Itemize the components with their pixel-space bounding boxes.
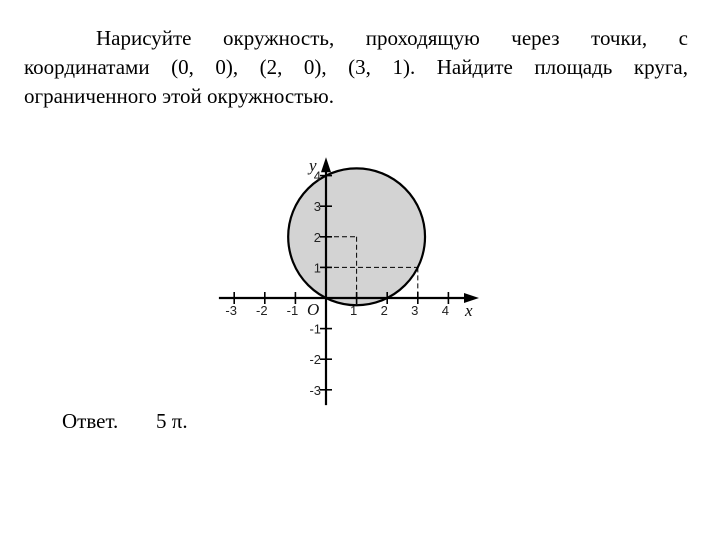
- y-axis-arrow: [321, 157, 331, 172]
- x-tick-label: 4: [441, 303, 450, 318]
- y-tick-label: -3: [309, 382, 321, 398]
- y-tick-label: 4: [313, 168, 321, 184]
- y-axis-label: y: [309, 156, 317, 176]
- x-tick-label: 2: [380, 303, 388, 318]
- problem-line-2: координатами (0, 0), (2, 0), (3, 1). Найдите площадь круга,: [24, 55, 688, 79]
- y-tick-label: 1: [313, 260, 321, 276]
- problem-line-1: Нарисуйте окружность, проходящую через точки, с: [96, 26, 688, 50]
- problem-line-3: ограниченного этой окружностью.: [24, 84, 334, 108]
- x-tick-label: -3: [225, 303, 237, 318]
- answer-label: Ответ.: [62, 409, 119, 433]
- y-tick-label: 3: [313, 199, 321, 215]
- x-tick-label: 3: [411, 303, 419, 318]
- x-axis-label: x: [465, 301, 473, 320]
- y-tick-label: -2: [309, 352, 321, 368]
- y-tick-label: 2: [313, 229, 321, 245]
- x-tick-label: -2: [256, 303, 268, 318]
- x-tick-label: -1: [286, 303, 299, 318]
- y-tick-label: -1: [309, 321, 321, 337]
- x-tick-label: 1: [349, 303, 358, 318]
- origin-label: O: [307, 300, 320, 319]
- answer-value: 5 π.: [156, 409, 188, 433]
